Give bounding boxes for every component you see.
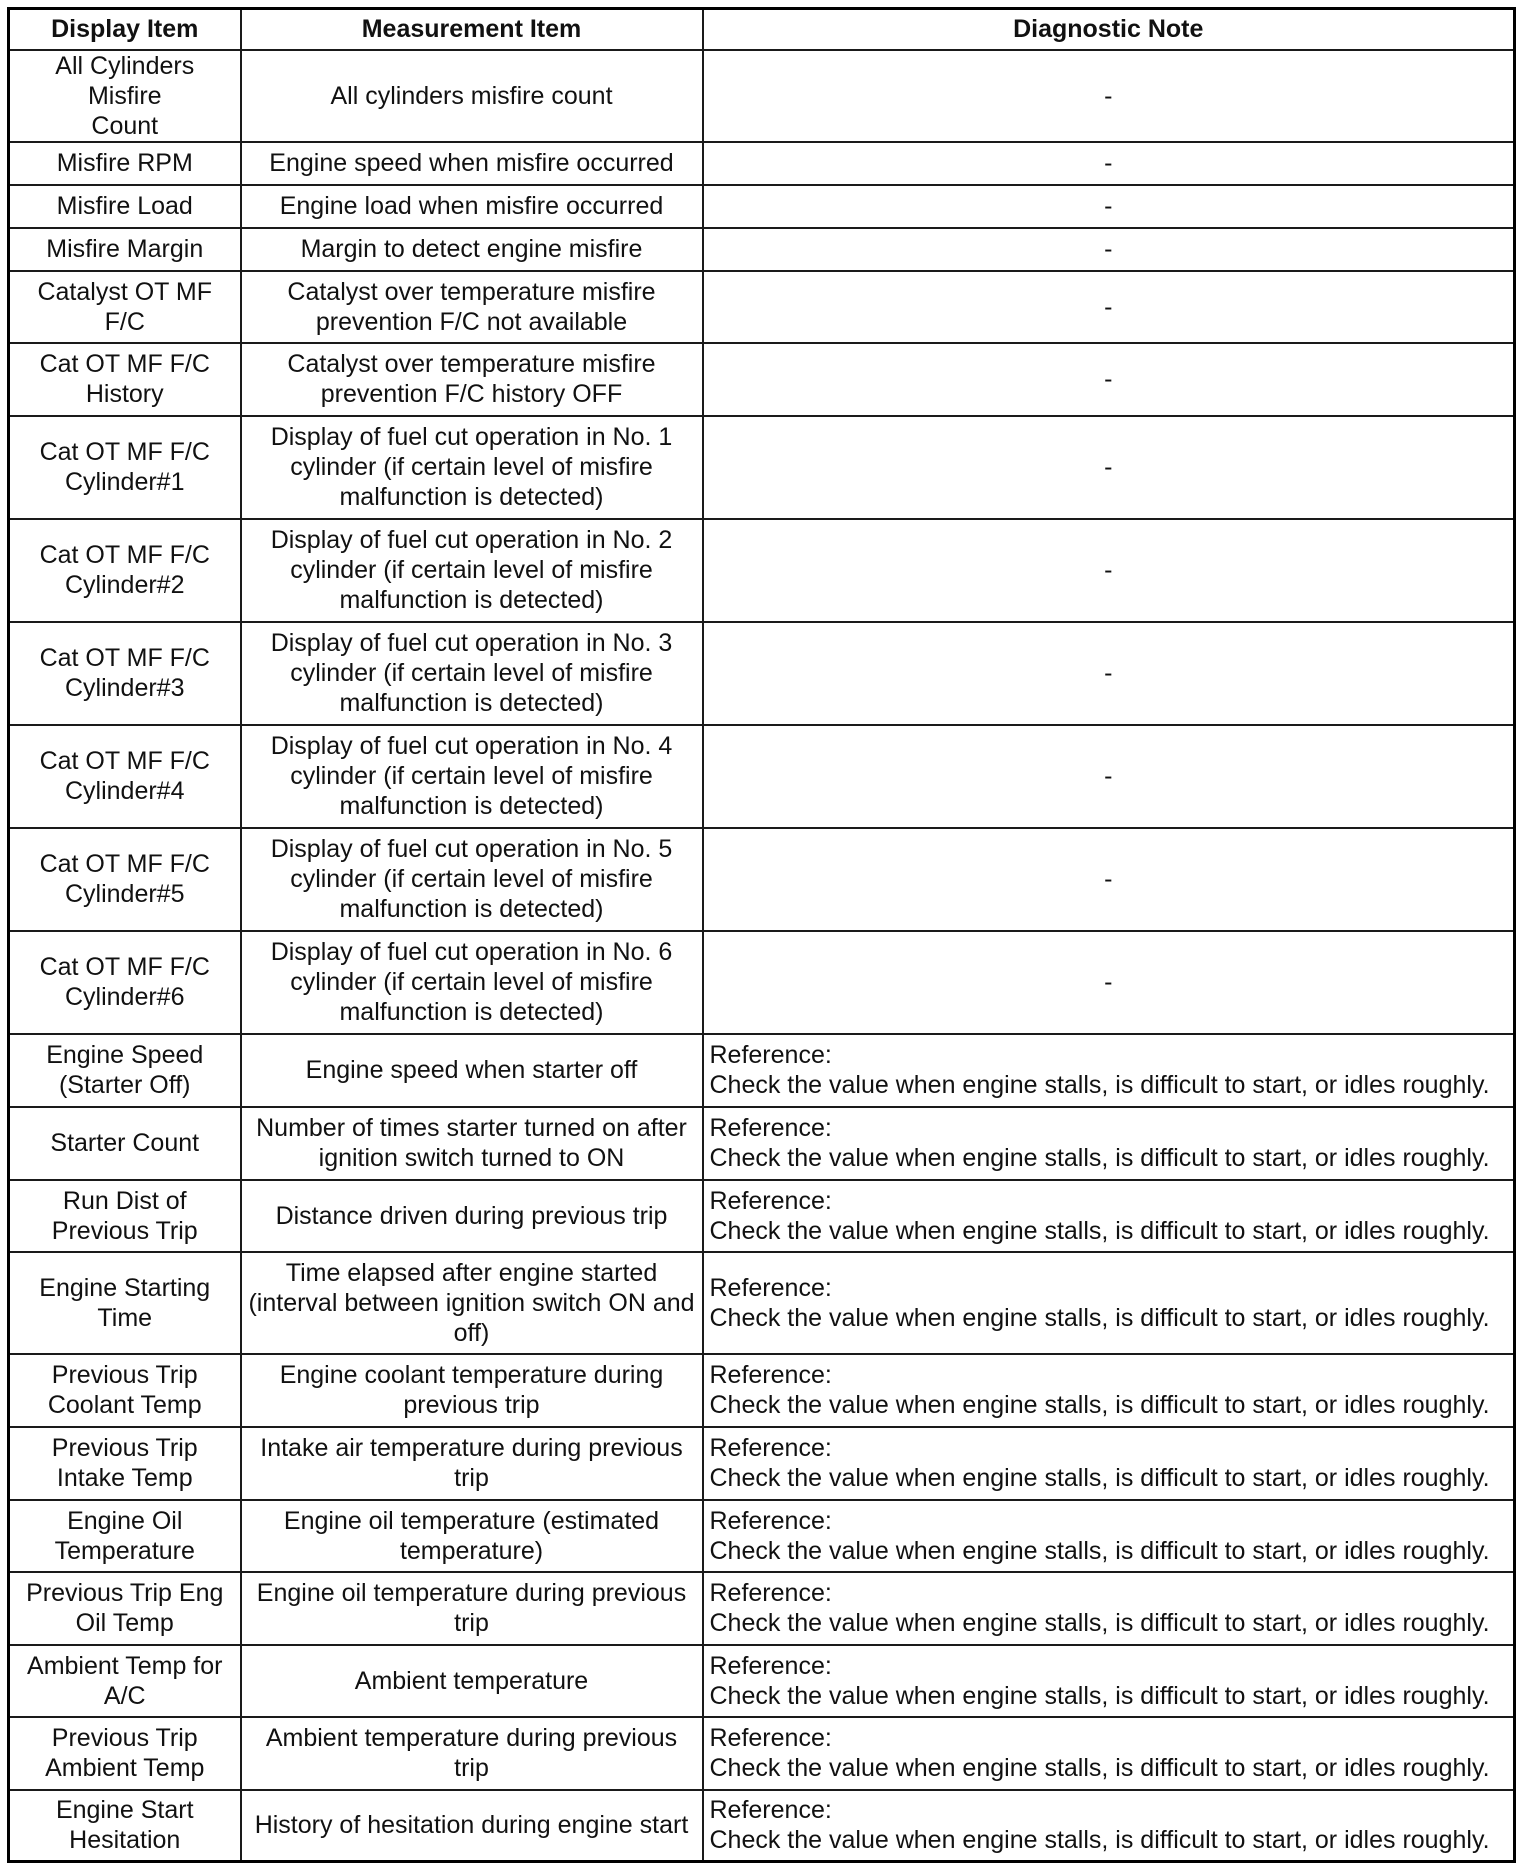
measurement-item-line: Ambient temperature — [354, 1666, 589, 1695]
diagnostic-note-line: Reference: — [709, 1724, 832, 1752]
display-item-cell — [9, 1107, 241, 1180]
measurement-item-line: Engine coolant temperature during — [279, 1361, 664, 1389]
measurement-item-line: Catalyst over temperature misfire — [287, 350, 656, 378]
diagnostic-note-line: Check the value when engine stalls, is difficult to start, or idles roughly. — [709, 1144, 1490, 1172]
diagnostic-note-line: - — [1104, 556, 1113, 584]
diagnostic-note-line: Reference: — [709, 1114, 832, 1142]
diagnostic-note-cell — [703, 50, 1515, 142]
measurement-item-line: Display of fuel cut operation in No. 1 — [270, 423, 673, 451]
diagnostic-note-cell — [703, 271, 1515, 343]
diagnostic-note-cell — [703, 931, 1515, 1034]
measurement-item-line: cylinder (if certain level of misfire — [290, 659, 653, 687]
table-row — [9, 1427, 1515, 1500]
display-item-line: Cat OT MF F/C — [39, 850, 210, 878]
measurement-item-line: cylinder (if certain level of misfire — [290, 865, 653, 893]
display-item-line: Coolant Temp — [47, 1391, 202, 1419]
measurement-item-line: malfunction is detected) — [339, 792, 604, 820]
diagnostic-note-line: Reference: — [709, 1506, 832, 1535]
measurement-item-line: malfunction is detected) — [339, 483, 604, 511]
display-item-line: Cat OT MF F/C — [39, 541, 210, 569]
display-item-line: Hesitation — [69, 1826, 181, 1855]
measurement-item-cell — [241, 228, 703, 271]
table-row — [9, 931, 1515, 1034]
display-item-cell — [9, 228, 241, 271]
measurement-item-cell — [241, 1180, 703, 1252]
display-item-line: Cat OT MF F/C — [39, 953, 210, 981]
measurement-item-cell — [241, 1252, 703, 1354]
display-item-line: Misfire RPM — [56, 149, 193, 177]
display-item-line: Engine Oil — [67, 1506, 183, 1535]
measurement-item-line: previous trip — [403, 1391, 540, 1419]
diagnostic-note-cell — [703, 1572, 1515, 1645]
diagnostic-note-cell — [703, 1790, 1515, 1862]
diagnostic-note-cell — [703, 343, 1515, 416]
diagnostic-note-line: Check the value when engine stalls, is difficult to start, or idles roughly. — [709, 1216, 1490, 1245]
diagnostic-note-line: - — [1104, 365, 1113, 393]
measurement-item-line: cylinder (if certain level of misfire — [290, 453, 653, 481]
measurement-item-line: cylinder (if certain level of misfire — [290, 968, 653, 996]
diagnostic-note-line: - — [1104, 865, 1113, 893]
display-item-cell — [9, 1572, 241, 1645]
display-item-line: Cylinder#1 — [64, 468, 185, 496]
display-item-line: A/C — [103, 1681, 146, 1710]
measurement-item-line: All cylinders misfire count — [330, 81, 613, 110]
display-item-line: Oil Temp — [75, 1609, 174, 1637]
diagnostic-note-cell — [703, 1034, 1515, 1107]
diagnostic-note-line: Reference: — [709, 1579, 832, 1607]
display-item-cell — [9, 1180, 241, 1252]
display-item-cell — [9, 1354, 241, 1427]
measurement-item-line: Intake air temperature during previous — [260, 1434, 683, 1462]
display-item-line: Ambient Temp for — [27, 1651, 223, 1680]
diagnostic-note-cell — [703, 1717, 1515, 1790]
measurement-item-cell — [241, 142, 703, 185]
display-item-line: Previous Trip — [51, 1724, 198, 1752]
table-body — [9, 50, 1515, 1862]
display-item-line: Cat OT MF F/C — [39, 350, 210, 378]
measurement-item-line: trip — [454, 1754, 489, 1782]
measurement-item-line: Display of fuel cut operation in No. 5 — [270, 835, 673, 863]
measurement-item-line: Engine speed when misfire occurred — [269, 149, 674, 177]
measurement-item-line: Display of fuel cut operation in No. 4 — [270, 732, 673, 760]
measurement-item-cell — [241, 1354, 703, 1427]
measurement-item-line: Engine oil temperature (estimated — [283, 1506, 660, 1535]
display-item-line: Misfire Load — [56, 192, 193, 220]
measurement-item-line: malfunction is detected) — [339, 586, 604, 614]
diagnostic-note-cell — [703, 142, 1515, 185]
measurement-item-line: Engine load when misfire occurred — [279, 192, 664, 220]
display-item-cell — [9, 1645, 241, 1717]
diagnostic-note-cell — [703, 1252, 1515, 1354]
table-row — [9, 50, 1515, 142]
table-row — [9, 519, 1515, 622]
measurement-item-line: trip — [454, 1609, 489, 1637]
diagnostic-note-cell — [703, 725, 1515, 828]
measurement-item-line: off) — [453, 1318, 490, 1347]
table-row — [9, 1717, 1515, 1790]
display-item-cell — [9, 416, 241, 519]
diagnostic-note-line: Check the value when engine stalls, is difficult to start, or idles roughly. — [709, 1391, 1490, 1419]
diagnostic-note-line: - — [1104, 659, 1113, 687]
measurement-item-line: prevention F/C not available — [315, 307, 628, 336]
diagnostic-note-cell — [703, 519, 1515, 622]
diagnostic-note-line: Check the value when engine stalls, is difficult to start, or idles roughly. — [709, 1681, 1490, 1710]
measurement-item-line: Display of fuel cut operation in No. 2 — [270, 526, 673, 554]
table-row — [9, 1107, 1515, 1180]
display-item-line: Previous Trip Eng — [26, 1579, 224, 1607]
table-row — [9, 1354, 1515, 1427]
measurement-item-cell — [241, 1500, 703, 1572]
diagnostic-note-line: - — [1104, 81, 1113, 110]
diagnostic-note-line: Check the value when engine stalls, is difficult to start, or idles roughly. — [709, 1071, 1490, 1099]
display-item-cell — [9, 1252, 241, 1354]
display-item-line: Ambient Temp — [45, 1754, 205, 1782]
diagnostic-note-line: - — [1104, 453, 1113, 481]
measurement-item-cell — [241, 622, 703, 725]
display-item-line: Count — [91, 111, 159, 140]
table-row — [9, 185, 1515, 228]
measurement-item-line: Engine oil temperature during previous — [256, 1579, 687, 1607]
measurement-item-line: Display of fuel cut operation in No. 6 — [270, 938, 673, 966]
measurement-item-line: Number of times starter turned on after — [256, 1114, 687, 1142]
diagnostic-note-cell — [703, 1645, 1515, 1717]
display-item-cell — [9, 271, 241, 343]
measurement-item-line: Time elapsed after engine started — [285, 1258, 658, 1287]
measurement-item-cell — [241, 271, 703, 343]
display-item-line: Cat OT MF F/C — [39, 438, 210, 466]
table-row — [9, 622, 1515, 725]
display-item-line: Cylinder#5 — [64, 880, 185, 908]
diagnostic-note-cell — [703, 228, 1515, 271]
diagnostic-note-line: Reference: — [709, 1361, 832, 1389]
measurement-item-line: Margin to detect engine misfire — [300, 235, 643, 263]
diagnostic-note-cell — [703, 622, 1515, 725]
table-row — [9, 1572, 1515, 1645]
measurement-item-cell — [241, 343, 703, 416]
table-row — [9, 725, 1515, 828]
table-row — [9, 142, 1515, 185]
diagnostic-note-line: Reference: — [709, 1796, 832, 1825]
display-item-cell — [9, 1717, 241, 1790]
diagnostic-note-line: Reference: — [709, 1186, 832, 1215]
measurement-item-cell — [241, 185, 703, 228]
display-item-line: Previous Trip — [51, 1216, 198, 1245]
diagnostic-note-line: Check the value when engine stalls, is difficult to start, or idles roughly. — [709, 1754, 1490, 1782]
display-item-line: Intake Temp — [56, 1464, 193, 1492]
diagnostic-note-cell — [703, 1180, 1515, 1252]
diagnostic-note-cell — [703, 1500, 1515, 1572]
measurement-item-line: Distance driven during previous trip — [275, 1201, 668, 1230]
measurement-item-cell — [241, 1107, 703, 1180]
table-row — [9, 1034, 1515, 1107]
table-header-row — [9, 9, 1515, 50]
table-row — [9, 228, 1515, 271]
table-row — [9, 343, 1515, 416]
display-item-cell — [9, 828, 241, 931]
measurement-item-cell — [241, 725, 703, 828]
measurement-item-line: (interval between ignition switch ON and — [248, 1288, 695, 1317]
measurement-item-line: cylinder (if certain level of misfire — [290, 762, 653, 790]
diagnostic-note-line: - — [1104, 292, 1113, 321]
diagnostic-note-cell — [703, 185, 1515, 228]
display-item-cell — [9, 1790, 241, 1862]
display-item-cell — [9, 343, 241, 416]
diagnostic-note-line: - — [1104, 149, 1113, 177]
diagnostic-note-line: Reference: — [709, 1041, 832, 1069]
diagnostic-note-line: - — [1104, 192, 1113, 220]
measurement-item-cell — [241, 416, 703, 519]
measurement-item-cell — [241, 1645, 703, 1717]
measurement-item-cell — [241, 1717, 703, 1790]
diagnostic-note-line: - — [1104, 235, 1113, 263]
display-item-cell — [9, 1500, 241, 1572]
diagnostic-note-cell — [703, 1354, 1515, 1427]
measurement-item-line: Display of fuel cut operation in No. 3 — [270, 629, 673, 657]
display-item-line: History — [85, 380, 164, 408]
table-row — [9, 828, 1515, 931]
measurement-item-cell — [241, 828, 703, 931]
display-item-cell — [9, 519, 241, 622]
display-item-line: All Cylinders Misfire — [55, 51, 195, 110]
diagnostic-note-cell — [703, 416, 1515, 519]
data-list-table — [7, 7, 1516, 1863]
display-item-line: Misfire Margin — [46, 235, 204, 263]
display-item-line: Cylinder#3 — [64, 674, 185, 702]
header-diagnostic-note: Diagnostic Note — [703, 9, 1515, 50]
measurement-item-line: temperature) — [399, 1536, 544, 1565]
measurement-item-line: History of hesitation during engine start — [254, 1811, 689, 1840]
measurement-item-cell — [241, 519, 703, 622]
diagnostic-note-line: Reference: — [709, 1651, 832, 1680]
display-item-line: Cylinder#6 — [64, 983, 185, 1011]
display-item-line: (Starter Off) — [58, 1071, 191, 1099]
display-item-line: F/C — [104, 307, 145, 336]
diagnostic-note-line: Check the value when engine stalls, is difficult to start, or idles roughly. — [709, 1609, 1490, 1637]
display-item-line: Engine Starting — [39, 1273, 211, 1302]
diagnostic-note-line: Check the value when engine stalls, is difficult to start, or idles roughly. — [709, 1536, 1490, 1565]
measurement-item-line: malfunction is detected) — [339, 895, 604, 923]
diagnostic-note-line: Check the value when engine stalls, is difficult to start, or idles roughly. — [709, 1303, 1490, 1332]
display-item-line: Temperature — [54, 1536, 195, 1565]
display-item-cell — [9, 622, 241, 725]
table-row — [9, 1790, 1515, 1862]
display-item-cell — [9, 1034, 241, 1107]
diagnostic-note-line: Reference: — [709, 1273, 832, 1302]
display-item-line: Previous Trip — [51, 1361, 198, 1389]
measurement-item-cell — [241, 50, 703, 142]
measurement-item-cell — [241, 1572, 703, 1645]
measurement-item-line: Catalyst over temperature misfire — [287, 277, 656, 306]
measurement-item-line: trip — [454, 1464, 489, 1492]
display-item-line: Engine Start — [55, 1796, 194, 1825]
measurement-item-line: Ambient temperature during previous — [265, 1724, 678, 1752]
display-item-cell — [9, 142, 241, 185]
header-measurement-item: Measurement Item — [241, 9, 703, 50]
table-row — [9, 271, 1515, 343]
measurement-item-line: prevention F/C history OFF — [320, 380, 623, 408]
diagnostic-note-line: Check the value when engine stalls, is difficult to start, or idles roughly. — [709, 1826, 1490, 1855]
header-display-item: Display Item — [9, 9, 241, 50]
display-item-line: Time — [97, 1303, 153, 1332]
diagnostic-note-cell — [703, 1107, 1515, 1180]
table-row — [9, 1500, 1515, 1572]
display-item-line: Cat OT MF F/C — [39, 747, 210, 775]
diagnostic-note-line: Check the value when engine stalls, is difficult to start, or idles roughly. — [709, 1464, 1490, 1492]
diagnostic-note-line: - — [1104, 968, 1113, 996]
display-item-line: Engine Speed — [46, 1041, 204, 1069]
table-row — [9, 1180, 1515, 1252]
display-item-line: Starter Count — [50, 1129, 200, 1157]
table-row — [9, 1645, 1515, 1717]
measurement-item-line: cylinder (if certain level of misfire — [290, 556, 653, 584]
display-item-line: Cylinder#2 — [64, 571, 185, 599]
measurement-item-line: Engine speed when starter off — [305, 1056, 638, 1084]
measurement-item-line: malfunction is detected) — [339, 998, 604, 1026]
measurement-item-cell — [241, 1790, 703, 1862]
measurement-item-cell — [241, 1427, 703, 1500]
measurement-item-line: malfunction is detected) — [339, 689, 604, 717]
display-item-cell — [9, 725, 241, 828]
display-item-line: Run Dist of — [62, 1186, 187, 1215]
measurement-item-line: ignition switch turned to ON — [318, 1144, 625, 1172]
measurement-item-cell — [241, 931, 703, 1034]
measurement-item-cell — [241, 1034, 703, 1107]
table-row — [9, 1252, 1515, 1354]
display-item-line: Cylinder#4 — [64, 777, 185, 805]
display-item-line: Cat OT MF F/C — [39, 644, 210, 672]
diagnostic-note-cell — [703, 1427, 1515, 1500]
display-item-cell — [9, 185, 241, 228]
diagnostic-note-cell — [703, 828, 1515, 931]
diagnostic-note-line: Reference: — [709, 1434, 832, 1462]
display-item-cell — [9, 1427, 241, 1500]
table-row — [9, 416, 1515, 519]
display-item-cell — [9, 50, 241, 142]
display-item-cell — [9, 931, 241, 1034]
diagnostic-note-line: - — [1104, 762, 1113, 790]
display-item-line: Catalyst OT MF — [37, 277, 213, 306]
display-item-line: Previous Trip — [51, 1434, 198, 1462]
